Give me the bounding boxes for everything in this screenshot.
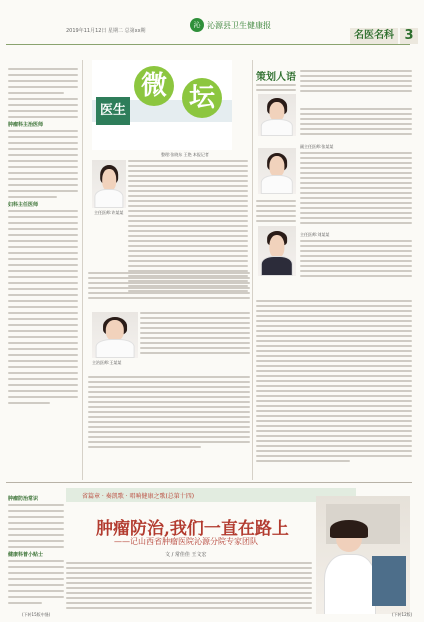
forum-char-1: 微 [134, 66, 174, 106]
feature-subheadline: ——记山西省肿瘤医院沁源分院专家团队 [114, 537, 258, 546]
article-text-3 [140, 312, 250, 354]
column-divider-right [252, 60, 253, 480]
doctor-label: 医生 [96, 97, 130, 125]
masthead-logo [190, 18, 271, 32]
feature-text [66, 562, 312, 609]
page-number: 3 [400, 28, 418, 44]
planner-text [256, 84, 296, 91]
section-label: 名医名科 [350, 28, 398, 44]
doctor-photo-5 [258, 226, 296, 276]
feature-photo [316, 496, 410, 614]
feature-headline: 肿瘤防治,我们一直在路上 [96, 519, 289, 539]
right-text-5 [300, 240, 412, 277]
issue-date: 2019年11月12日 星期二 总第xx期 [66, 28, 146, 34]
logo-icon: 沁 [190, 18, 204, 32]
doctor-photo-4 [258, 148, 296, 194]
section-divider [6, 482, 412, 483]
right-text-6 [256, 300, 412, 462]
series-band-text: 省篇章 · 奏凯歌 · 唱响健康之歌(总第十四) [82, 493, 195, 500]
left-heading-2: 妇科主任医师 [8, 202, 39, 208]
left-heading-1: 肿瘤科主治医师 [8, 122, 44, 128]
right-text-3 [300, 152, 412, 224]
feature-authors: 文 / 常佳佳 王文宏 [165, 552, 207, 558]
article-text-2 [88, 272, 250, 299]
photo-caption-3: 副主任医师:张某某 [300, 144, 334, 149]
forum-byline: 整理:张晓东 王艳 本报记者 [161, 152, 209, 157]
masthead-title: 沁源县卫生健康报 [207, 20, 271, 30]
left-heading-4: 健康科普小贴士 [8, 552, 44, 558]
right-text-4 [256, 200, 296, 222]
right-text-1 [300, 70, 412, 92]
article-text-4 [88, 376, 250, 448]
photo-caption-1: 主任医师:许某某 [94, 210, 124, 215]
right-text-2 [300, 108, 412, 135]
continued-note-left: (下转15版中缝) [22, 612, 51, 617]
doctor-photo-2 [92, 312, 138, 358]
photo-caption-4: 主任医师:刘某某 [300, 232, 330, 237]
photo-caption-2: 主治医师:王某某 [92, 360, 122, 365]
doctor-photo-3 [258, 94, 296, 136]
column-divider-left [82, 60, 83, 480]
continued-note-right: (下转12版) [392, 612, 413, 617]
bottom-left-column [8, 492, 64, 604]
planner-title: 策划人语 [256, 72, 296, 83]
forum-char-2: 坛 [182, 78, 222, 118]
left-column [8, 68, 78, 404]
page-header [0, 0, 424, 44]
doctor-photo-1 [92, 160, 126, 208]
left-heading-3: 肿瘤防治常识 [8, 496, 39, 502]
header-divider [6, 44, 410, 45]
